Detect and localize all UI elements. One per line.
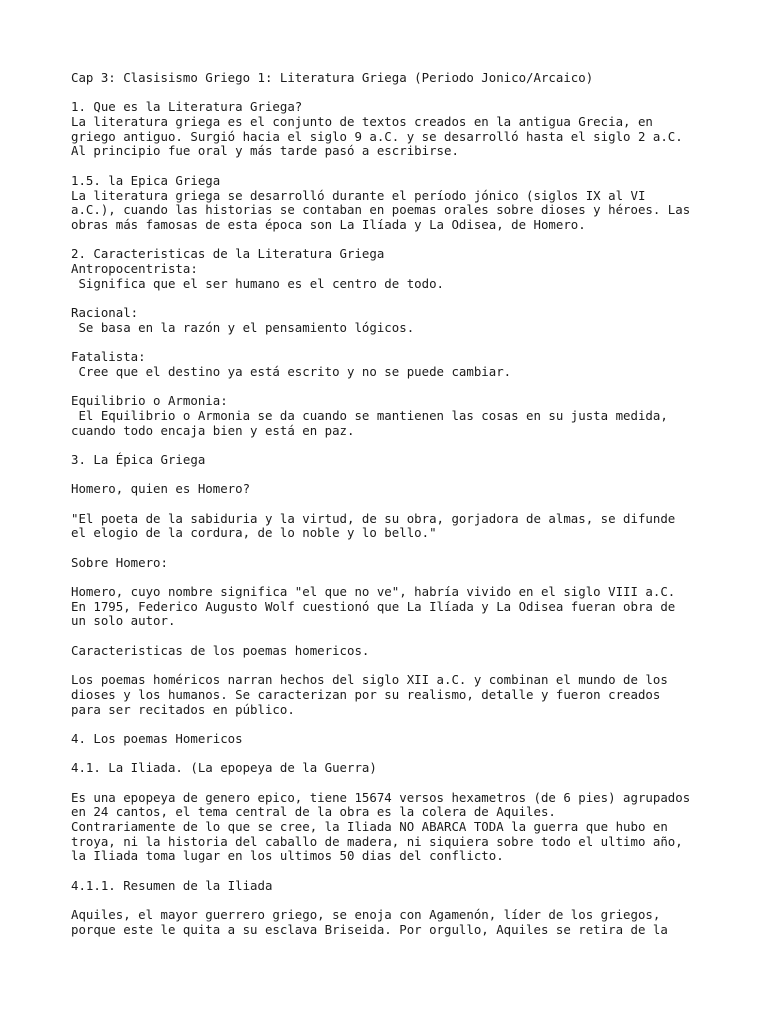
- text-line: Cree que el destino ya está escrito y no se puede cambiar.: [71, 363, 512, 379]
- blank-line: [71, 776, 711, 791]
- blank-line: [71, 747, 711, 762]
- text-line: porque este le quita a su esclava Briseida. Por orgullo, Aquiles se retira de la: [71, 921, 668, 937]
- blank-line: [71, 159, 711, 174]
- blank-line: [71, 438, 711, 453]
- blank-line: [71, 864, 711, 879]
- blank-line: [71, 468, 711, 483]
- text-line: 1. Que es la Literatura Griega?: [71, 99, 303, 115]
- text-line: Al principio fue oral y más tarde pasó a escribirse.: [71, 143, 459, 159]
- text-line: el elogio de la cordura, de lo noble y lo bello.": [71, 525, 437, 541]
- blank-line: [71, 291, 711, 306]
- text-line: 4. Los poemas Homericos: [71, 730, 243, 746]
- text-line: Sobre Homero:: [71, 554, 168, 570]
- text-line: Racional:: [71, 305, 139, 320]
- blank-line: [71, 717, 711, 732]
- blank-line: [71, 570, 711, 585]
- text-line: Se basa en la razón y el pensamiento lógicos.: [71, 319, 415, 335]
- text-line: Es una epopeya de genero epico, tiene 15674 versos hexametros (de 6 pies) agrupados: [71, 789, 691, 805]
- text-line: 4.1.1. Resumen de la Iliada: [71, 877, 273, 893]
- blank-line: [71, 497, 711, 512]
- blank-line: [71, 659, 711, 674]
- text-line: "El poeta de la sabiduria y la virtud, de su obra, gorjadora de almas, se difunde: [71, 510, 676, 526]
- blank-line: [71, 894, 711, 909]
- text-line: a.C.), cuando las historias se contaban en poemas orales sobre dioses y héroes. Las: [71, 202, 691, 218]
- text-line: En 1795, Federico Augusto Wolf cuestionó que La Ilíada y La Odisea fueran obra de: [71, 598, 676, 614]
- text-line: obras más famosas de esta época son La Ilíada y La Odisea, de Homero.: [71, 216, 586, 232]
- blank-line: [71, 335, 711, 350]
- text-line: La literatura griega se desarrolló durante el período jónico (siglos IX al VI: [71, 187, 646, 203]
- blank-line: [71, 629, 711, 644]
- text-line: dioses y los humanos. Se caracterizan por su realismo, detalle y fueron creados: [71, 686, 661, 702]
- text-line: Homero, quien es Homero?: [71, 481, 251, 497]
- text-line: El Equilibrio o Armonia se da cuando se mantienen las cosas en su justa medida,: [71, 407, 668, 423]
- text-line: para ser recitados en público.: [71, 701, 295, 717]
- text-line: Caracteristicas de los poemas homericos.: [71, 642, 370, 658]
- text-line: Contrariamente de lo que se cree, la Iliada NO ABARCA TODA la guerra que hubo en: [71, 819, 668, 835]
- blank-line: [71, 86, 711, 101]
- text-line: cuando todo encaja bien y está en paz.: [71, 422, 355, 438]
- blank-line: [71, 233, 711, 248]
- text-line: un solo autor.: [71, 613, 176, 629]
- text-line: troya, ni la historia del caballo de madera, ni siquiera sobre todo el ultimo año,: [71, 833, 683, 849]
- text-line: 1.5. la Epica Griega: [71, 172, 221, 188]
- text-line: 2. Caracteristicas de la Literatura Griega: [71, 246, 385, 262]
- document-text: [71, 71, 711, 938]
- text-line: Equilibrio o Armonia:: [71, 393, 228, 409]
- text-line: en 24 cantos, el tema central de la obra es la colera de Aquiles.: [71, 804, 556, 820]
- text-line: la Iliada toma lugar en los ultimos 50 dias del conflicto.: [71, 848, 504, 864]
- blank-line: [71, 379, 711, 394]
- text-line: Fatalista:: [71, 349, 146, 365]
- text-line: Aquiles, el mayor guerrero griego, se enoja con Agamenón, líder de los griegos,: [71, 907, 661, 923]
- text-line: Cap 3: Clasisismo Griego 1: Literatura Griega (Periodo Jonico/Arcaico): [71, 70, 594, 85]
- blank-line: [71, 541, 711, 556]
- text-line: Homero, cuyo nombre significa "el que no ve", habría vivido en el siglo VIII a.C.: [71, 584, 676, 600]
- text-line: La literatura griega es el conjunto de textos creados en la antigua Grecia, en: [71, 114, 653, 130]
- text-line: 3. La Épica Griega: [71, 451, 206, 467]
- text-line: Antropocentrista:: [71, 260, 198, 276]
- text-line: Significa que el ser humano es el centro de todo.: [71, 275, 444, 291]
- text-line: Los poemas homéricos narran hechos del siglo XII a.C. y combinan el mundo de los: [71, 672, 668, 688]
- text-line: 4.1. La Iliada. (La epopeya de la Guerra): [71, 760, 377, 776]
- text-line: griego antiguo. Surgió hacia el siglo 9 a.C. y se desarrolló hasta el siglo 2 a.C.: [71, 128, 683, 144]
